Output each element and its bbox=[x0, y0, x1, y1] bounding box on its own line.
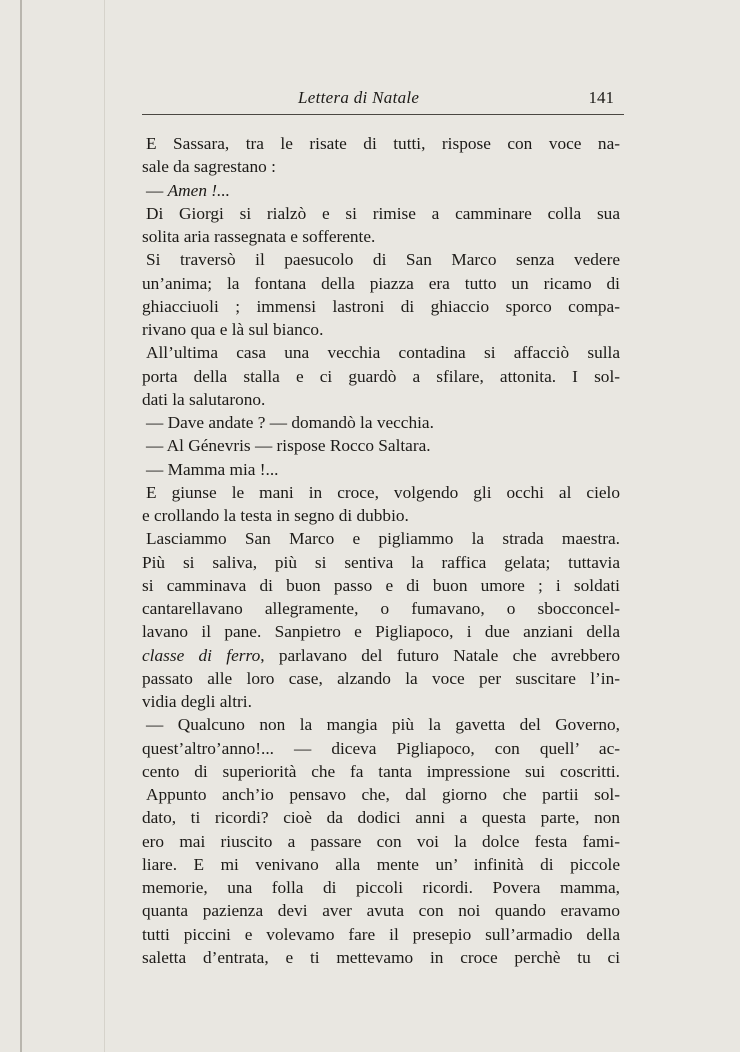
text-line: — Dave andate ? — domandò la vecchia. bbox=[146, 413, 434, 432]
text-line: All’ultima casa una vecchia contadina si affacciò sulla bbox=[146, 343, 620, 363]
text-line: — Mamma mia !... bbox=[146, 459, 279, 479]
text-line: un’anima; la fontana della piazza era tutto un ricamo di bbox=[142, 273, 620, 293]
text-line: Appunto anch’io pensavo che, dal giorno che partii sol- bbox=[146, 785, 620, 804]
text-line: solita aria rassegnata e sofferente. bbox=[142, 227, 376, 246]
text-line: cento di superiorità che fa tanta impressione sui coscritti. bbox=[142, 761, 620, 781]
text-line: Di Giorgi si rialzò e si rimise a camminare colla sua bbox=[146, 203, 620, 223]
text-line: e crollando la testa in segno di dubbio. bbox=[142, 506, 409, 525]
page-number: 141 bbox=[588, 88, 614, 107]
running-title: Lettera di Natale bbox=[298, 88, 420, 107]
page-fold bbox=[104, 0, 105, 1052]
text-line: si camminava di buon passo e di buon umore ; i soldati bbox=[142, 575, 620, 595]
text-line: classe di ferro, parlavano del futuro Natale che avrebbero bbox=[142, 645, 620, 665]
text-line: liare. E mi venivano alla mente un’ infinità di piccole bbox=[142, 854, 620, 874]
text-line: dato, ti ricordi? cioè da dodici anni a questa parte, non bbox=[142, 808, 620, 828]
text-line: memorie, una folla di piccoli ricordi. Povera mamma, bbox=[142, 878, 620, 897]
text-line: cantarellavano allegramente, o fumavano, o sbocconcel- bbox=[142, 599, 620, 618]
text-line: ghiacciuoli ; immensi lastroni di ghiaccio sporco compa- bbox=[142, 296, 620, 316]
text-line: quanta pazienza devi aver avuta con noi quando eravamo bbox=[142, 901, 620, 921]
header-rule bbox=[142, 114, 624, 115]
text-line: Si traversò il paesucolo di San Marco senza vedere bbox=[146, 250, 620, 270]
text-line: — Qualcuno non la mangia più la gavetta del Governo, bbox=[146, 715, 620, 735]
text-line: E giunse le mani in croce, volgendo gli occhi al cielo bbox=[146, 482, 620, 502]
text-line: — Amen !... bbox=[146, 180, 230, 200]
text-line: dati la salutarono. bbox=[142, 389, 266, 409]
text-line: Lasciammo San Marco e pigliammo la strada maestra. bbox=[146, 529, 620, 549]
text-line: passato alle loro case, alzando la voce per suscitare l’in- bbox=[142, 668, 620, 688]
text-line: E Sassara, tra le risate di tutti, rispose con voce na- bbox=[146, 134, 620, 153]
text-line: quest’altro’anno!... — diceva Pigliapoco, con quell’ ac- bbox=[142, 738, 620, 758]
text-line: ero mai riuscito a passare con voi la dolce festa fami- bbox=[142, 831, 620, 851]
body-text bbox=[142, 132, 620, 969]
text-line: porta della stalla e ci guardò a sfilare, attonita. I sol- bbox=[142, 366, 620, 386]
text-line: rivano qua e là sul bianco. bbox=[142, 320, 324, 339]
text-line: saletta d’entrata, e ti mettevamo in croce perchè tu ci bbox=[142, 947, 620, 967]
text-line: vidia degli altri. bbox=[142, 692, 252, 711]
text-line: sale da sagrestano : bbox=[142, 157, 276, 177]
text-line: tutti piccini e volevamo fare il presepio sull’armadio della bbox=[142, 924, 620, 944]
text-line: Più si saliva, più si sentiva la raffica gelata; tuttavia bbox=[142, 552, 620, 572]
page-edge bbox=[20, 0, 22, 1052]
page-header bbox=[142, 86, 620, 116]
text-line: — Al Génevris — rispose Rocco Saltara. bbox=[146, 436, 431, 456]
text-line: lavano il pane. Sanpietro e Pigliapoco, i due anziani della bbox=[142, 622, 620, 642]
